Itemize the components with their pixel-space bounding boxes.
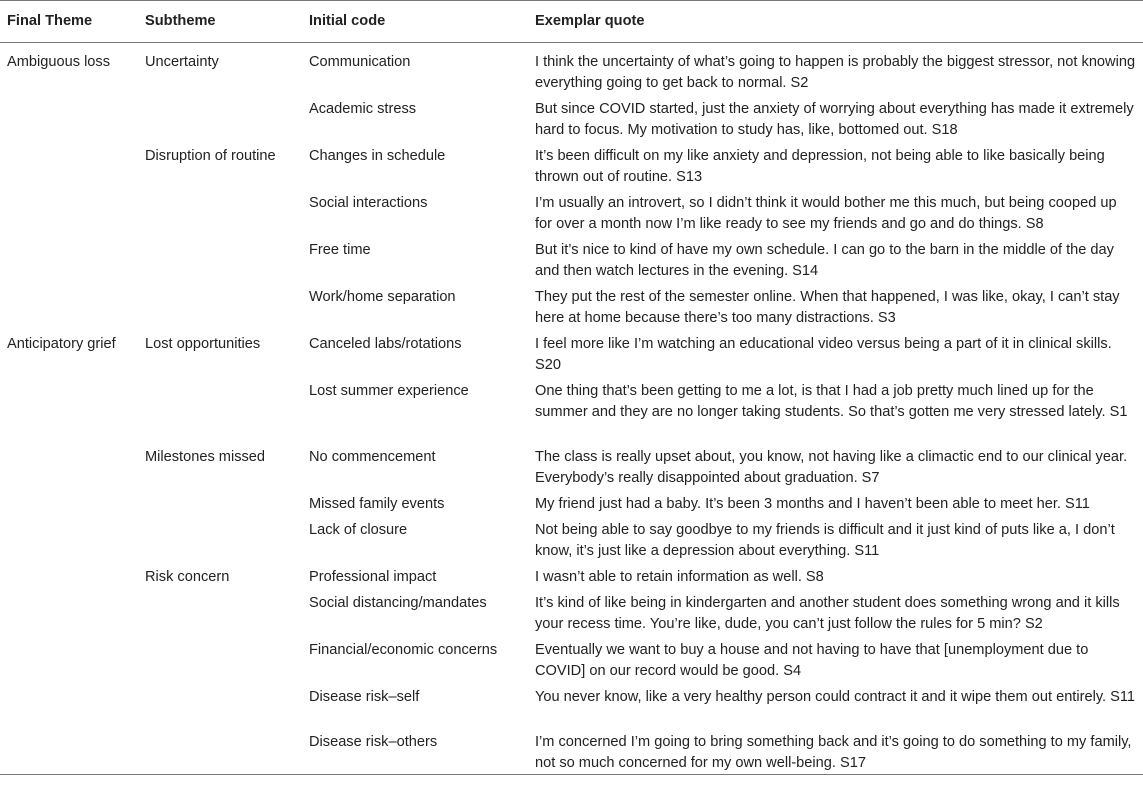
cell-exemplar-quote: My friend just had a baby. It’s been 3 months and I haven’t been able to meet her. S11 <box>535 496 1090 512</box>
cell-exemplar-quote: Eventually we want to buy a house and not having to have that [unemployment due to COVID] on our record would be good. S4 <box>535 642 1089 679</box>
cell-initial-code: Work/home separation <box>309 289 456 305</box>
cell-final-theme <box>0 588 138 635</box>
cell-subtheme <box>138 188 302 235</box>
table-row <box>0 94 1143 141</box>
table-row <box>0 235 1143 282</box>
cell-initial-code: Communication <box>309 54 411 70</box>
header-final-theme: Final Theme <box>0 1 138 43</box>
table-row <box>0 562 1143 588</box>
table-header <box>0 1 1143 43</box>
cell-subtheme <box>138 727 302 775</box>
cell-initial-code: Lack of closure <box>309 522 408 538</box>
cell-exemplar-quote: I think the uncertainty of what’s going to happen is probably the biggest stressor, not knowing everything going to get back to normal. S2 <box>535 54 1136 91</box>
cell-final-theme <box>0 635 138 682</box>
table-row <box>0 588 1143 635</box>
table-row <box>0 376 1143 442</box>
cell-initial-code: Changes in schedule <box>309 148 446 164</box>
table-row <box>0 682 1143 727</box>
cell-subtheme <box>138 489 302 515</box>
cell-initial-code: No commencement <box>309 449 436 465</box>
cell-initial-code: Social distancing/mandates <box>309 595 487 611</box>
cell-final-theme <box>0 489 138 515</box>
table-row <box>0 515 1143 562</box>
header-initial-code: Initial code <box>302 1 528 43</box>
cell-exemplar-quote: But it’s nice to kind of have my own schedule. I can go to the barn in the middle of the day and then watch lectures in the evening. S14 <box>535 242 1114 279</box>
cell-subtheme: Uncertainty <box>145 54 219 70</box>
cell-initial-code: Disease risk–self <box>309 689 420 705</box>
cell-final-theme <box>0 141 138 188</box>
table-body <box>0 43 1143 775</box>
header-exemplar-quote: Exemplar quote <box>528 1 1143 43</box>
cell-initial-code: Professional impact <box>309 569 437 585</box>
header-row <box>0 1 1143 43</box>
table-row <box>0 329 1143 376</box>
cell-final-theme <box>0 282 138 329</box>
cell-final-theme <box>0 515 138 562</box>
cell-initial-code: Missed family events <box>309 496 445 512</box>
cell-initial-code: Lost summer experience <box>309 383 469 399</box>
cell-exemplar-quote: The class is really upset about, you know, not having like a climactic end to our clinical year. Everybody’s really disappointed about graduation. S7 <box>535 449 1128 486</box>
cell-exemplar-quote: But since COVID started, just the anxiety of worrying about everything has made it extremely hard to focus. My motivation to study has, like, bottomed out. S18 <box>535 101 1134 138</box>
cell-exemplar-quote: They put the rest of the semester online. When that happened, I was like, okay, I can’t stay here at home because there’s too many distractions. S3 <box>535 289 1120 326</box>
cell-exemplar-quote: I’m concerned I’m going to bring something back and it’s going to do something to my family, not so much concerned for my own well-being. S17 <box>528 727 1143 775</box>
cell-subtheme <box>138 376 302 442</box>
cell-final-theme <box>0 682 138 727</box>
cell-final-theme <box>0 442 138 489</box>
cell-final-theme: Ambiguous loss <box>7 54 111 70</box>
cell-subtheme <box>138 94 302 141</box>
cell-initial-code: Free time <box>309 242 371 258</box>
cell-exemplar-quote: It’s been difficult on my like anxiety and depression, not being able to like basically being thrown out of routine. S13 <box>535 148 1105 185</box>
table-row <box>0 727 1143 775</box>
cell-subtheme <box>138 588 302 635</box>
table-row <box>0 141 1143 188</box>
table-row <box>0 188 1143 235</box>
cell-initial-code: Canceled labs/rotations <box>309 336 462 352</box>
cell-final-theme <box>0 727 138 775</box>
cell-subtheme <box>138 515 302 562</box>
cell-subtheme: Lost opportunities <box>145 336 261 352</box>
cell-exemplar-quote: I’m usually an introvert, so I didn’t think it would bother me this much, but being cooped up for over a month now I’m like ready to see my friends and go and do things. S8 <box>535 195 1117 232</box>
cell-initial-code: Social interactions <box>309 195 428 211</box>
cell-subtheme <box>138 235 302 282</box>
cell-final-theme <box>0 94 138 141</box>
cell-subtheme <box>138 282 302 329</box>
table-row <box>0 489 1143 515</box>
cell-initial-code: Disease risk–others <box>302 727 528 775</box>
table-row <box>0 442 1143 489</box>
cell-final-theme <box>0 562 138 588</box>
cell-subtheme: Disruption of routine <box>145 148 276 164</box>
table-row <box>0 43 1143 95</box>
cell-subtheme <box>138 635 302 682</box>
cell-exemplar-quote: You never know, like a very healthy person could contract it and it wipe them out entirely. S11 <box>535 689 1136 705</box>
cell-initial-code: Academic stress <box>309 101 417 117</box>
cell-subtheme: Risk concern <box>145 569 230 585</box>
cell-exemplar-quote: One thing that’s been getting to me a lot, is that I had a job pretty much lined up for the summer and they are no longer taking students. So that’s gotten me very stressed lately. S1 <box>535 383 1128 420</box>
cell-subtheme: Milestones missed <box>145 449 266 465</box>
cell-exemplar-quote: I wasn’t able to retain information as well. S8 <box>535 569 824 585</box>
header-subtheme: Subtheme <box>138 1 302 43</box>
cell-final-theme <box>0 235 138 282</box>
cell-final-theme <box>0 376 138 442</box>
cell-initial-code: Financial/economic concerns <box>309 642 498 658</box>
table-row <box>0 635 1143 682</box>
table-row <box>0 282 1143 329</box>
cell-subtheme <box>138 682 302 727</box>
cell-final-theme <box>0 188 138 235</box>
cell-final-theme: Anticipatory grief <box>7 336 116 352</box>
cell-exemplar-quote: It’s kind of like being in kindergarten and another student does something wrong and it kills your recess time. You’re like, dude, you can’t just follow the rules for 5 min? S2 <box>535 595 1120 632</box>
cell-exemplar-quote: Not being able to say goodbye to my friends is difficult and it just kind of puts like a, I don’t know, it’s just like a depression about everything. S11 <box>535 522 1115 559</box>
cell-exemplar-quote: I feel more like I’m watching an educational video versus being a part of it in clinical skills. S20 <box>535 336 1112 373</box>
